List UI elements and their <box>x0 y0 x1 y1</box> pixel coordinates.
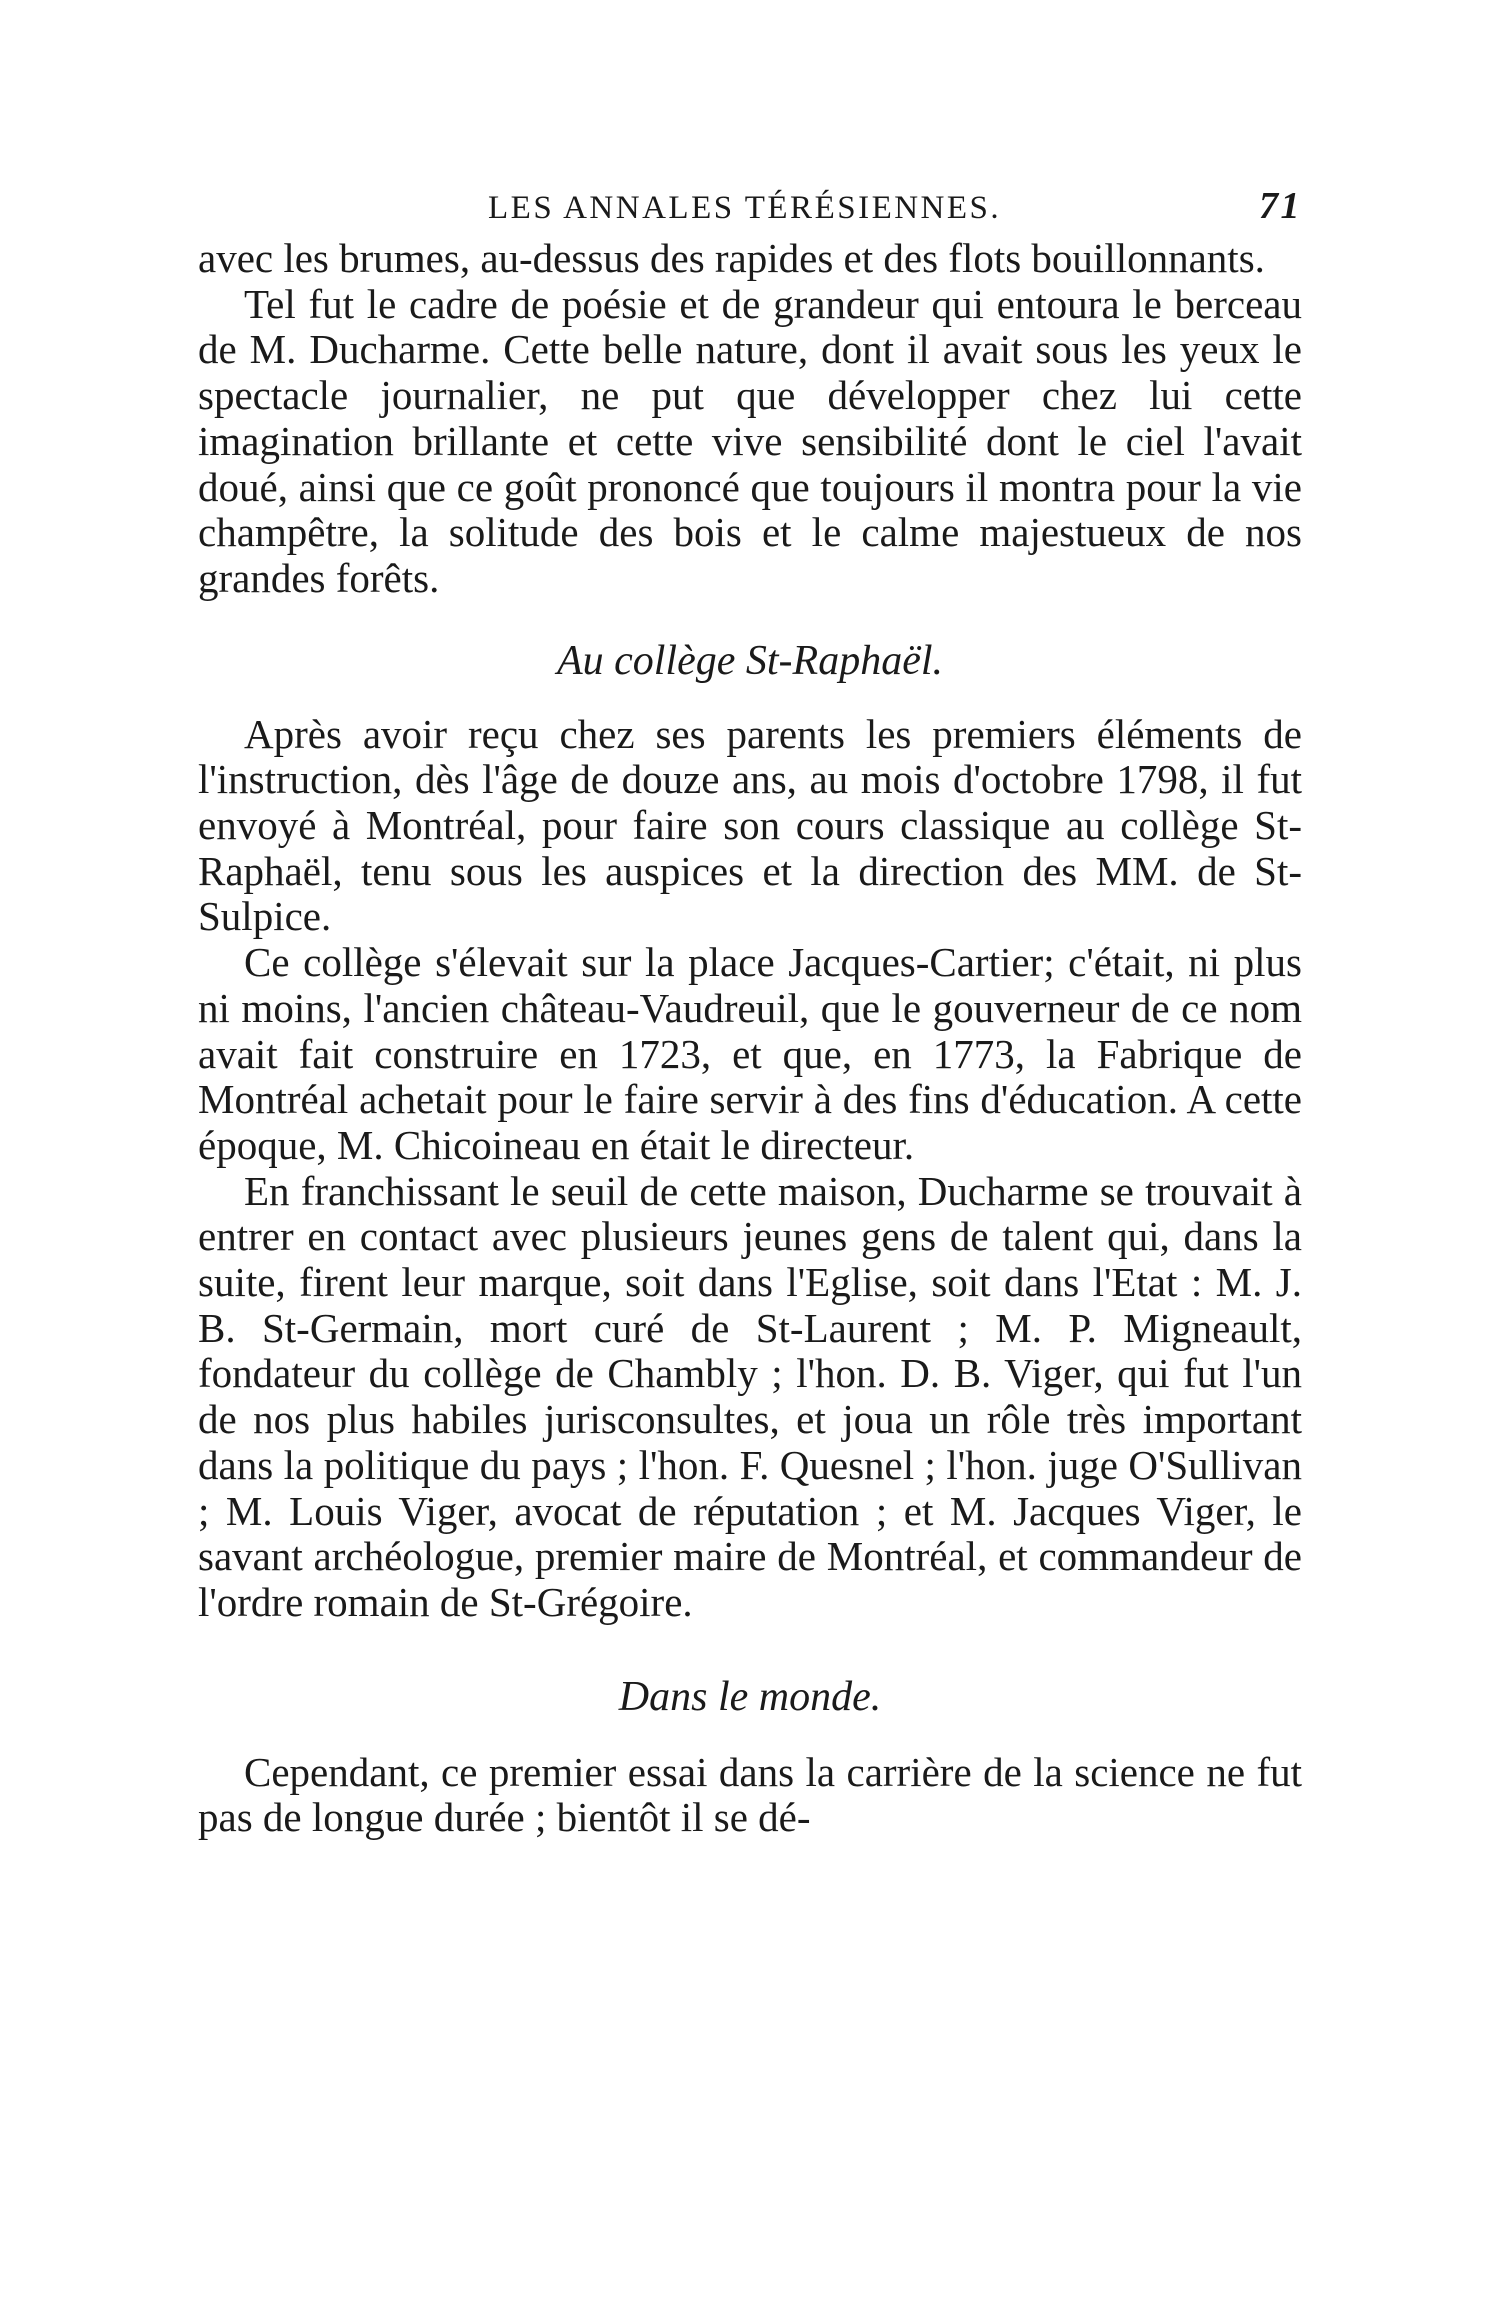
paragraph: En franchissant le seuil de cette maison, Ducharme se trouvait à entrer en contact avec plusieurs jeunes gens de talent qui, dans la suite, firent leur marque, soit dans l'Eglise, soit dans l'Etat : M. J. B. St-Germain, mort curé de St-Laurent ; M. P. Migneault, fondateur du collège de Chambly ; l'hon. D. B. Viger, qui fut l'un de nos plus habiles jurisconsultes, et joua un rôle très important dans la politique du pays ; l'hon. F. Quesnel ; l'hon. juge O'Sullivan ; M. Louis Viger, avocat de réputation ; et M. Jacques Viger, le savant archéologue, premier maire de Montréal, et commandeur de l'ordre romain de St-Grégoire. <box>198 1167 1302 1625</box>
body-text <box>198 236 1302 1841</box>
paragraph: Cependant, ce premier essai dans la carrière de la science ne fut pas de longue durée ; bientôt il se dé- <box>198 1748 1302 1841</box>
paragraph: Après avoir reçu chez ses parents les premiers éléments de l'instruction, dès l'âge de douze ans, au mois d'octobre 1798, il fut envoyé à Montréal, pour faire son cours classique au collège St-Raphaël, tenu sous les auspices et la direction des MM. de St-Sulpice. <box>198 710 1302 940</box>
running-header <box>198 186 1302 236</box>
paragraph-continued: avec les brumes, au-dessus des rapides et des flots bouillonnants. <box>198 235 1265 281</box>
running-title: LES ANNALES TÉRÉSIENNES. <box>488 190 1002 226</box>
section-heading: Au collège St-Raphaël. <box>556 637 944 684</box>
page-number: 71 <box>1259 185 1302 227</box>
section-heading: Dans le monde. <box>618 1673 882 1720</box>
paragraph: Tel fut le cadre de poésie et de grandeur qui entoura le berceau de M. Ducharme. Cette belle nature, dont il avait sous les yeux le spectacle journalier, ne put que développer chez lui cette imagination brillante et cette vive sensibilité dont le ciel l'avait doué, ainsi que ce goût prononcé que toujours il montra pour la vie champêtre, la solitude des bois et le calme majestueux de nos grandes forêts. <box>198 280 1302 601</box>
paragraph: Ce collège s'élevait sur la place Jacques-Cartier; c'était, ni plus ni moins, l'ancien château-Vaudreuil, que le gouverneur de ce nom avait fait construire en 1723, et que, en 1773, la Fabrique de Montréal achetait pour le faire servir à des fins d'éducation. A cette époque, M. Chicoineau en était le directeur. <box>198 939 1302 1168</box>
book-page <box>198 186 1302 1841</box>
